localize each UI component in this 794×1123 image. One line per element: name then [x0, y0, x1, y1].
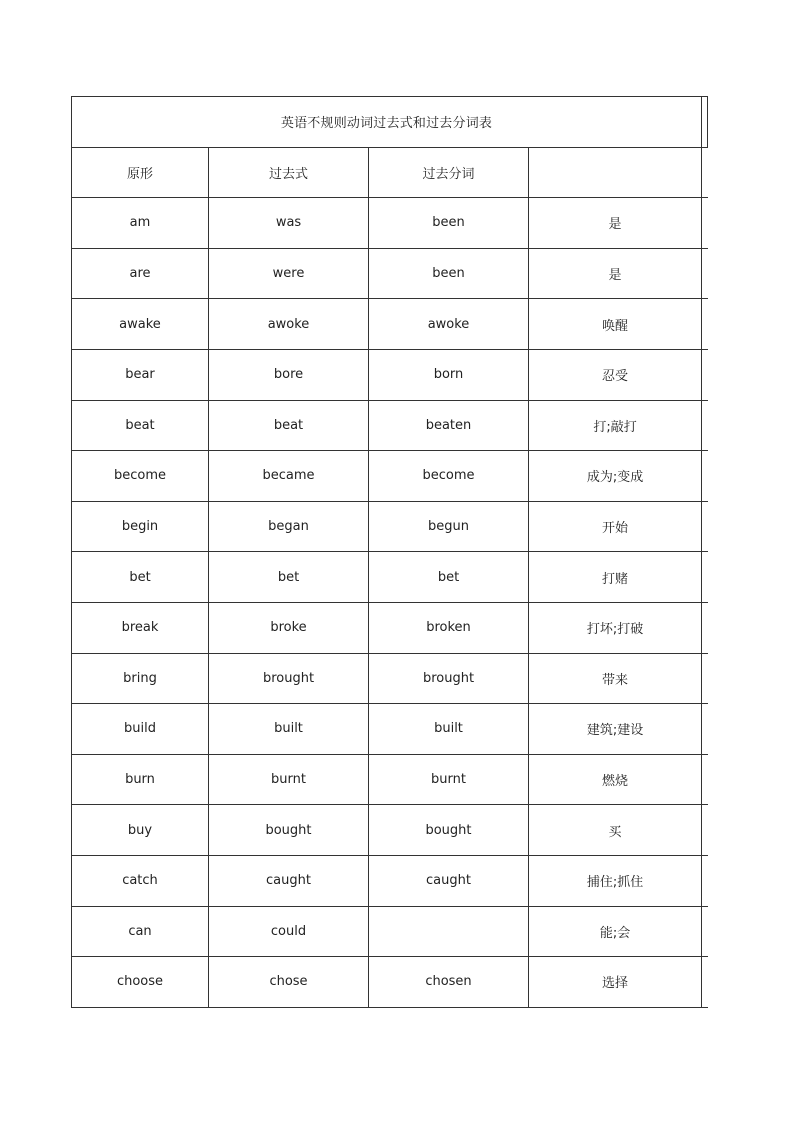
cell-past-participle: born — [369, 349, 529, 400]
cell-past-participle: beaten — [369, 400, 529, 451]
row-overflow-cell — [702, 855, 708, 906]
table-row — [72, 805, 708, 856]
cell-base-form: bet — [72, 552, 209, 603]
table-row — [72, 451, 708, 502]
row-overflow-cell — [702, 299, 708, 350]
cell-past-tense: bore — [209, 349, 369, 400]
row-overflow-cell — [702, 451, 708, 502]
table-row — [72, 198, 708, 249]
cell-past-tense: chose — [209, 957, 369, 1008]
cell-meaning: 选择 — [529, 957, 702, 1008]
cell-past-tense: was — [209, 198, 369, 249]
row-overflow-cell — [702, 653, 708, 704]
cell-base-form: bring — [72, 653, 209, 704]
row-overflow-cell — [702, 501, 708, 552]
cell-meaning: 建筑;建设 — [529, 704, 702, 755]
table-row — [72, 855, 708, 906]
cell-meaning: 成为;变成 — [529, 451, 702, 502]
cell-meaning: 是 — [529, 198, 702, 249]
table-row — [72, 957, 708, 1008]
table-row — [72, 906, 708, 957]
cell-past-tense: could — [209, 906, 369, 957]
cell-meaning: 是 — [529, 248, 702, 299]
cell-past-participle: brought — [369, 653, 529, 704]
row-overflow-cell — [702, 400, 708, 451]
cell-base-form: burn — [72, 754, 209, 805]
cell-past-tense: bet — [209, 552, 369, 603]
table-row — [72, 704, 708, 755]
row-overflow-cell — [702, 198, 708, 249]
table-title-overflow-cell — [702, 97, 708, 148]
row-overflow-cell — [702, 602, 708, 653]
cell-meaning: 能;会 — [529, 906, 702, 957]
cell-base-form: awake — [72, 299, 209, 350]
cell-base-form: build — [72, 704, 209, 755]
header-past-tense: 过去式 — [209, 147, 369, 198]
cell-past-participle: broken — [369, 602, 529, 653]
cell-base-form: become — [72, 451, 209, 502]
cell-meaning: 带来 — [529, 653, 702, 704]
cell-past-tense: began — [209, 501, 369, 552]
table-row — [72, 602, 708, 653]
row-overflow-cell — [702, 349, 708, 400]
table-row — [72, 501, 708, 552]
row-overflow-cell — [702, 957, 708, 1008]
cell-past-tense: burnt — [209, 754, 369, 805]
cell-base-form: begin — [72, 501, 209, 552]
table-row — [72, 299, 708, 350]
cell-past-tense: caught — [209, 855, 369, 906]
cell-past-tense: brought — [209, 653, 369, 704]
cell-past-tense: awoke — [209, 299, 369, 350]
table-row — [72, 248, 708, 299]
cell-base-form: break — [72, 602, 209, 653]
cell-base-form: catch — [72, 855, 209, 906]
cell-base-form: can — [72, 906, 209, 957]
cell-meaning: 忍受 — [529, 349, 702, 400]
cell-meaning: 燃烧 — [529, 754, 702, 805]
header-past-participle: 过去分词 — [369, 147, 529, 198]
table-row — [72, 349, 708, 400]
cell-past-participle: burnt — [369, 754, 529, 805]
cell-past-participle: bought — [369, 805, 529, 856]
cell-past-participle: built — [369, 704, 529, 755]
table-title-row — [72, 97, 708, 148]
cell-past-participle: been — [369, 198, 529, 249]
cell-meaning: 开始 — [529, 501, 702, 552]
cell-past-participle: caught — [369, 855, 529, 906]
table-row — [72, 754, 708, 805]
header-meaning — [529, 147, 702, 198]
cell-past-participle: bet — [369, 552, 529, 603]
table-row — [72, 400, 708, 451]
cell-base-form: beat — [72, 400, 209, 451]
cell-meaning: 打坏;打破 — [529, 602, 702, 653]
cell-meaning: 买 — [529, 805, 702, 856]
cell-past-tense: broke — [209, 602, 369, 653]
cell-past-participle: begun — [369, 501, 529, 552]
table-title: 英语不规则动词过去式和过去分词表 — [72, 97, 702, 148]
cell-meaning: 打赌 — [529, 552, 702, 603]
cell-past-participle: become — [369, 451, 529, 502]
row-overflow-cell — [702, 704, 708, 755]
cell-base-form: buy — [72, 805, 209, 856]
cell-base-form: bear — [72, 349, 209, 400]
cell-meaning: 打;敲打 — [529, 400, 702, 451]
cell-past-tense: beat — [209, 400, 369, 451]
cell-past-tense: bought — [209, 805, 369, 856]
cell-past-participle: been — [369, 248, 529, 299]
cell-past-participle: awoke — [369, 299, 529, 350]
row-overflow-cell — [702, 805, 708, 856]
row-overflow-cell — [702, 754, 708, 805]
irregular-verb-table — [71, 96, 708, 1008]
table-row — [72, 552, 708, 603]
cell-base-form: am — [72, 198, 209, 249]
cell-meaning: 唤醒 — [529, 299, 702, 350]
cell-meaning: 捕住;抓住 — [529, 855, 702, 906]
table-row — [72, 653, 708, 704]
cell-past-participle: chosen — [369, 957, 529, 1008]
row-overflow-cell — [702, 248, 708, 299]
cell-past-tense: became — [209, 451, 369, 502]
row-overflow-cell — [702, 906, 708, 957]
cell-base-form: choose — [72, 957, 209, 1008]
cell-past-tense: built — [209, 704, 369, 755]
header-overflow-cell — [702, 147, 708, 198]
cell-past-tense: were — [209, 248, 369, 299]
verb-table-container — [71, 96, 707, 1008]
table-header-row — [72, 147, 708, 198]
row-overflow-cell — [702, 552, 708, 603]
cell-base-form: are — [72, 248, 209, 299]
header-base-form: 原形 — [72, 147, 209, 198]
cell-past-participle — [369, 906, 529, 957]
